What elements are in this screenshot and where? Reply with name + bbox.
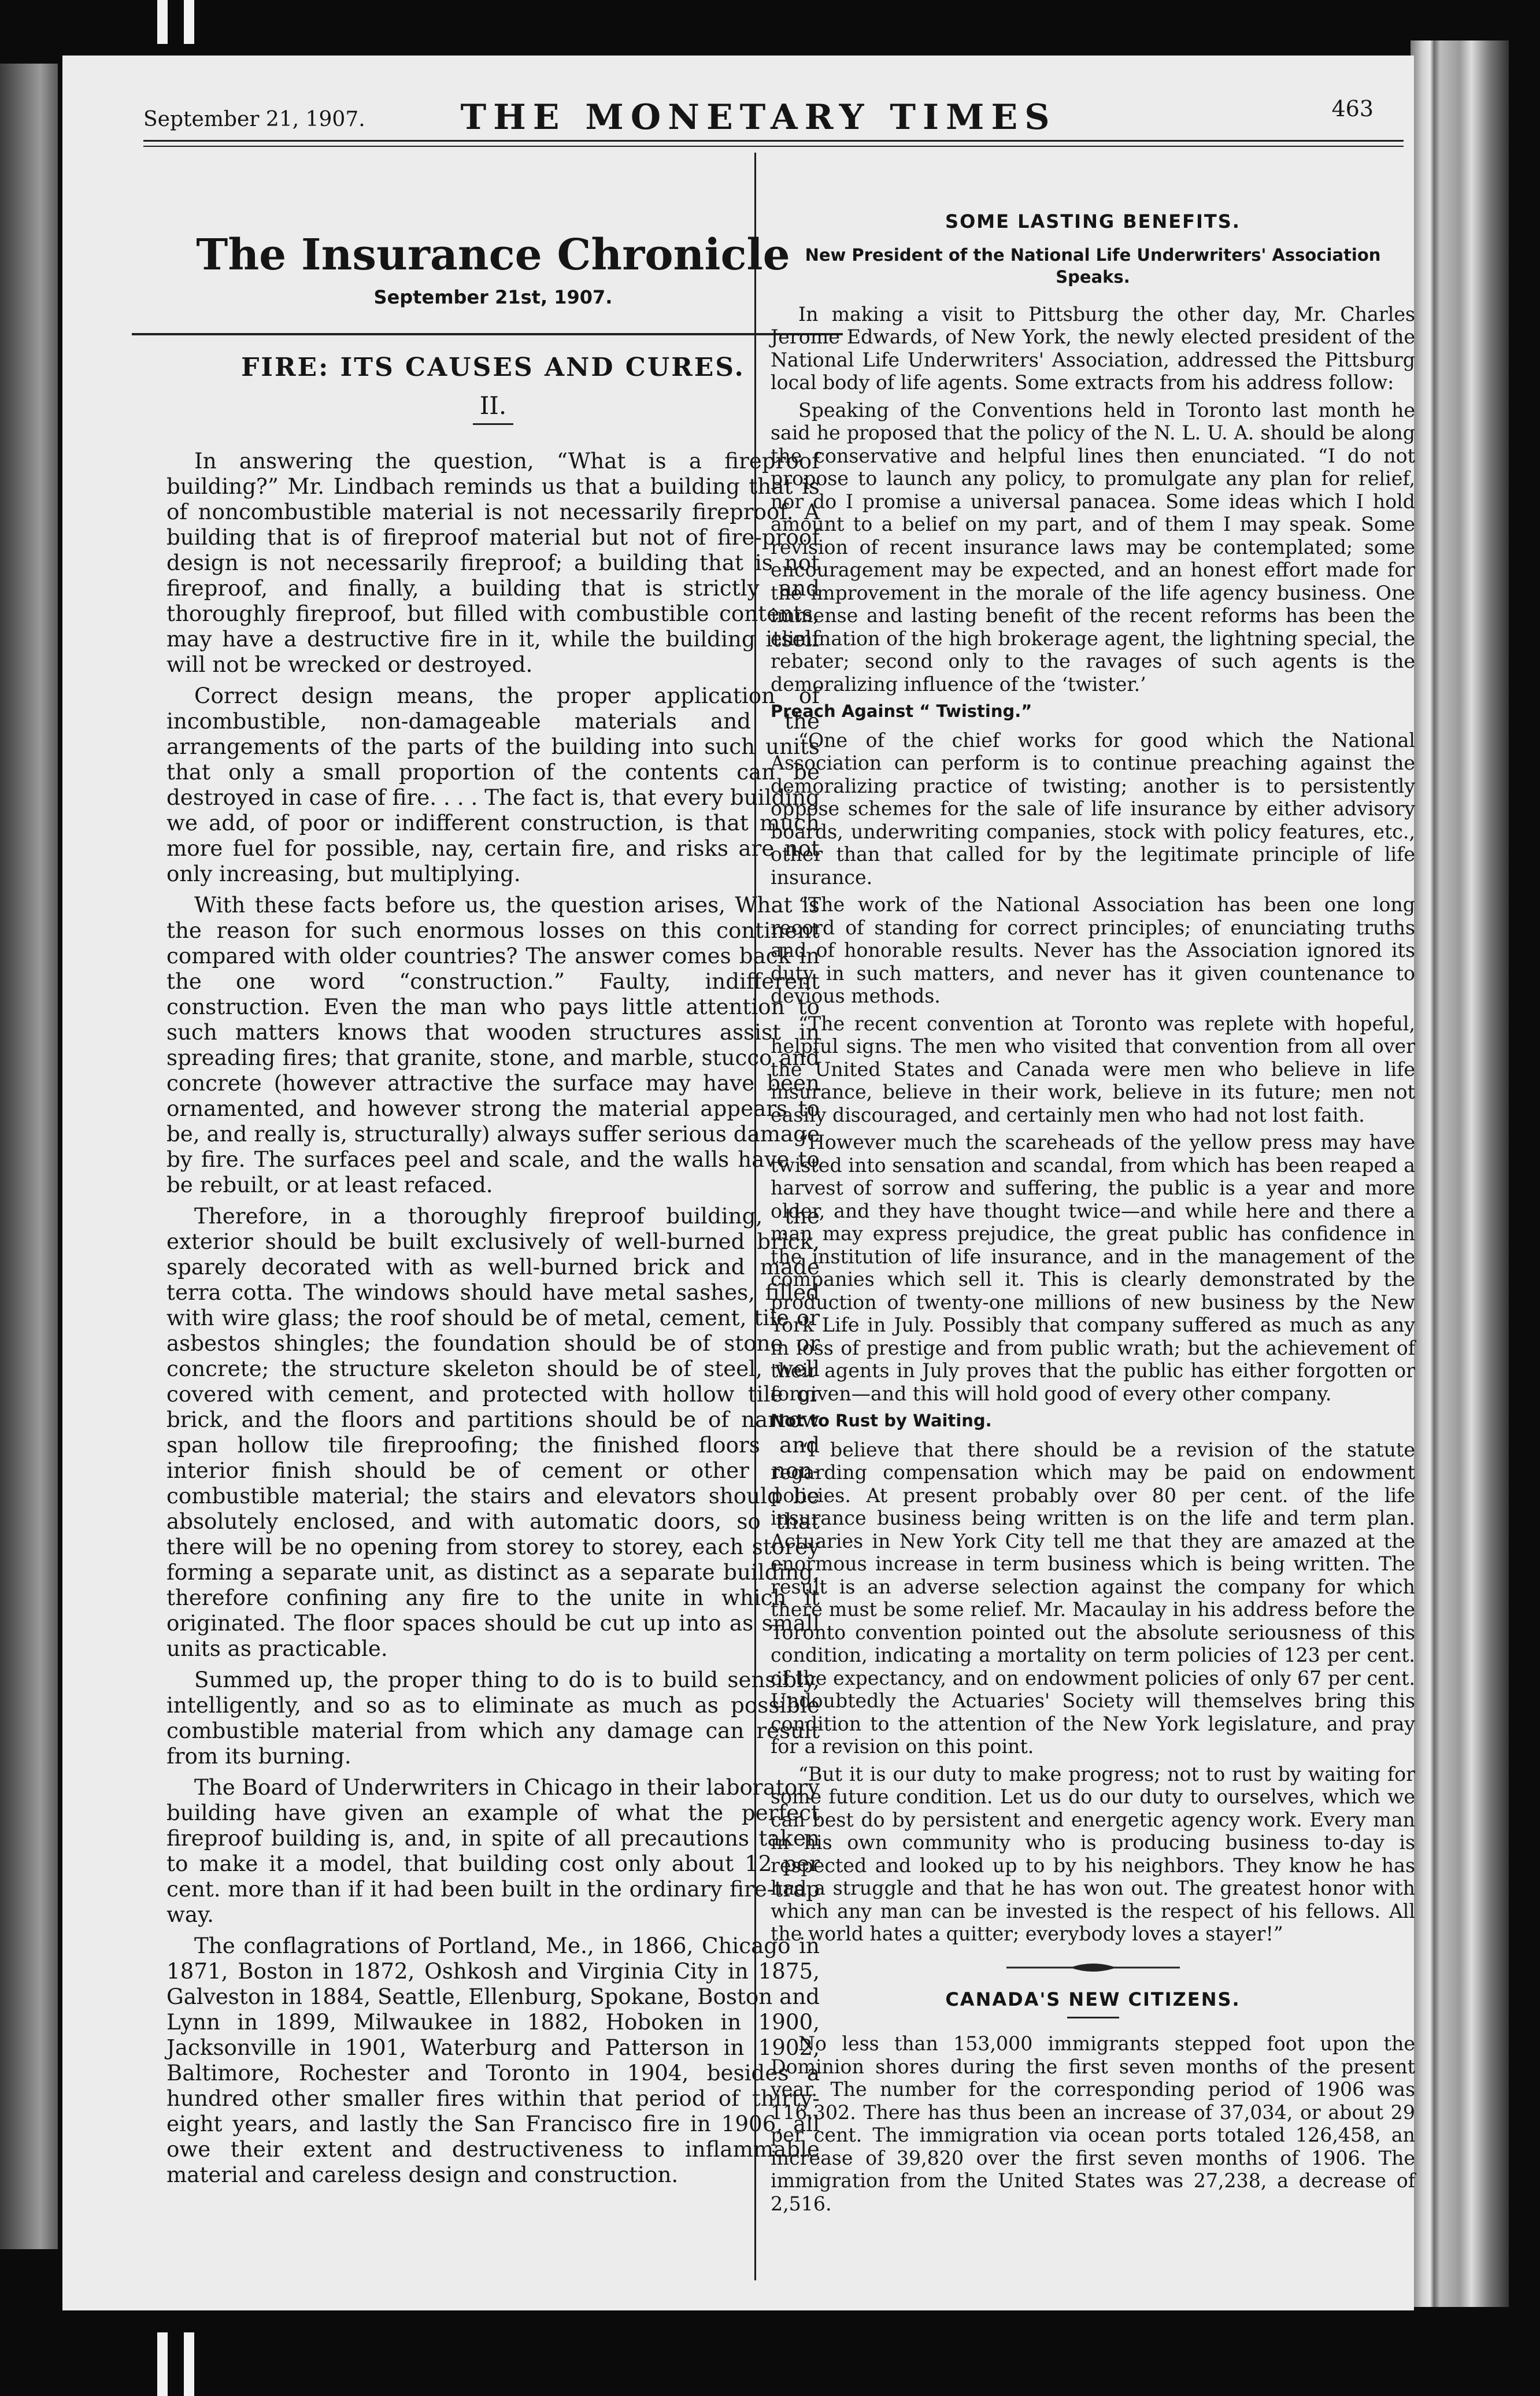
section-subhead: Not to Rust by Waiting. <box>771 1411 992 1430</box>
article-paragraph: Summed up, the proper thing to do is to build sensibly, intelligently, and so as to eliminate as much as possible combustible material from which any damage can result from its burning. <box>166 1667 820 1769</box>
page-number: 463 <box>1331 96 1374 121</box>
page-binding <box>1411 40 1509 2307</box>
film-mark <box>157 0 168 44</box>
heading-rule <box>1067 2017 1119 2018</box>
header-rule <box>143 140 1404 142</box>
article-paragraph: “The work of the National Association has been one long record of standing for correct principles; of enunciating truths and of honorable results. Never has the Association ignored its duty in such matters, and never has it given countenance to devious methods. <box>771 893 1415 1007</box>
previous-page-edge <box>0 64 58 2249</box>
section-rule <box>132 333 843 335</box>
film-mark <box>184 0 194 44</box>
article-paragraph: In answering the question, “What is a fireproof building?” Mr. Lindbach reminds us that a building that is of noncombustible material is not necessarily fireproof. A building that is of fireproof material but not of fire-proof design is not necessarily fireproof; a building that is not fireproof, and finally, a building that is strictly and thoroughly fireproof, but filled with combustible contents, may have a destructive fire in it, while the building itself will not be wrecked or destroyed. <box>166 448 820 677</box>
article-paragraph: “I believe that there should be a revision of the statute regarding compensation which may be paid on endowment policies. At present probably over 80 per cent. of the life insurance business being written is on the life and term plan. Actuaries in New York City tell me that they are amazed at the enormous increase in term business which is being written. The result is an adverse selection against the company for which there must be some relief. Mr. Macaulay in his address before the Toronto convention pointed out the absolute seriousness of this condition, indicating a mortality on term policies of 123 per cent. of the expectancy, and on endowment policies of only 67 per cent. Undoubtedly the Actuaries' Society will themselves bring this condition to the attention of the New York legislature, and pray for a revision on this point. <box>771 1438 1415 1758</box>
article-paragraph: Therefore, in a thoroughly fireproof building, the exterior should be built exclusively of well-burned brick, sparely decorated with as well-burned brick and made terra cotta. The windows should have metal sashes, filled with wire glass; the roof should be of metal, cement, tile or asbestos shingles; the foundation should be of stone or concrete; the structure skeleton should be of steel, well covered with cement, and protected with hollow tile or brick, and the floors and partitions should be of narrow span hollow tile fireproofing; the finished floors and interior finish should be of cement or other non-combustible material; the stairs and elevators should be absolutely enclosed, and with automatic doors, so that there will be no opening from storey to storey, each storey forming a separate unit, as distinct as a separate building, therefore confining any fire to the unite in which it originated. The floor spaces should be cut up into as small units as practicable. <box>166 1203 820 1661</box>
canada-heading: CANADA'S NEW CITIZENS. <box>945 1988 1241 2010</box>
article-paragraph: The conflagrations of Portland, Me., in 1866, Chicago in 1871, Boston in 1872, Oshkosh and Virginia City in 1875, Galveston in 1884, Seattle, Ellenburg, Spokane, Boston and Lynn in 1899, Milwaukee in 1882, Hoboken in 1900, Jacksonville in 1901, Waterburg and Patterson in 1902, Baltimore, Rochester and Toronto in 1904, besides a hundred other smaller fires within that period of thirty-eight years, and lastly the San Francisco fire in 1906, all owe their extent and destructiveness to inflammable material and careless design and construction. <box>166 1933 820 2187</box>
article-paragraph: “But it is our duty to make progress; not to rust by waiting for some future condition. Let us do our duty to ourselves, which we can best do by persistent and energetic agency work. Every man in his own community who is producing business to-day is respected and looked up to by his neighbors. They know he has had a struggle and that he has won out. The greatest honor with which any man can be invested is the respect of his fellows. All the world hates a quitter; everybody loves a stayer!” <box>771 1762 1415 1945</box>
article-paragraph: “However much the scareheads of the yellow press may have twisted into sensation and scandal, from which has been reaped a harvest of sorrow and suffering, the public is a year and more older, and they have thought twice—and while here and there a man may express prejudice, the great public has confidence in the institution of life insurance, and in the management of the companies which sell it. This is clearly demonstrated by the production of twenty-one millions of new business by the New York Life in July. Possibly that company suffered as much as any in loss of prestige and from public wrath; but the achievement of their agents in July proves that the public has either forgotten or forgiven—and this will hold good of every other company. <box>771 1131 1415 1405</box>
article-part: II. <box>479 391 507 420</box>
chronicle-date: September 21st, 1907. <box>373 286 613 308</box>
film-mark <box>157 2332 168 2396</box>
ornament-icon <box>1006 1961 1180 1975</box>
issue-date: September 21, 1907. <box>143 108 365 131</box>
section-subhead: Preach Against “ Twisting.” <box>771 701 1032 721</box>
ornamental-divider <box>771 1961 1415 1975</box>
article-title: FIRE: ITS CAUSES AND CURES. <box>241 353 745 382</box>
chronicle-title: The Insurance Chronicle <box>196 230 790 280</box>
right-column <box>771 210 1415 2220</box>
part-rule <box>473 423 513 425</box>
running-header <box>143 90 1374 142</box>
masthead-title: THE MONETARY TIMES <box>460 97 1057 138</box>
header-rule <box>143 146 1404 147</box>
lasting-benefits-heading: SOME LASTING BENEFITS. <box>945 210 1241 232</box>
article-paragraph: In making a visit to Pittsburg the other day, Mr. Charles Jerome Edwards, of New York, the newly elected president of the National Life Underwriters' Association, addressed the Pittsburg local body of life agents. Some extracts from his address follow: <box>771 302 1415 394</box>
article-paragraph: No less than 153,000 immigrants stepped foot upon the Dominion shores during the first seven months of the present year. The number for the corresponding period of 1906 was 116,302. There has thus been an increase of 37,034, or about 29 per cent. The immigration via ocean ports totaled 126,458, an increase of 39,820 over the first seven months of 1906. The immigration from the United States was 27,238, a decrease of 2,516. <box>771 2032 1415 2215</box>
article-paragraph: Speaking of the Conventions held in Toronto last month he said he proposed that the policy of the N. L. U. A. should be along the conservative and helpful lines then enunciated. “I do not propose to launch any policy, to promulgate any plan for relief, nor do I promise a universal panacea. Some ideas which I hold amount to a belief on my part, and of them I may speak. Some revision of recent insurance laws may be contemplated; some encouragement may be expected, and an honest effort made for the improvement in the morale of the life agency business. One immense and lasting benefit of the recent reforms has been the elimination of the high brokerage agent, the lightning special, the rebater; second only to the ravages of such agents is the demoralizing influence of the ‘twister.’ <box>771 398 1415 696</box>
article-paragraph: “One of the chief works for good which the National Association can perform is to continue preaching against the demoralizing practice of twisting; another is to persistently oppose schemes for the sale of life insurance by either advisory boards, underwriting companies, stock with policy features, etc., other than that called for by the legitimate principle of life insurance. <box>771 729 1415 889</box>
film-mark <box>184 2332 194 2396</box>
article-paragraph: Correct design means, the proper application of incombustible, non-damageable materials and the arrangements of the parts of the building into such units that only a small proportion of the contents can be destroyed in case of fire. . . . The fact is, that every building we add, of poor or indifferent construction, is that much more fuel for possible, nay, certain fire, and risks are not only increasing, but multiplying. <box>166 683 820 886</box>
article-paragraph: “The recent convention at Toronto was replete with hopeful, helpful signs. The men who visited that convention from all over the United States and Canada were men who believe in life insurance, believe in their work, believe in its future; men not easily discouraged, and certainly men who had not lost faith. <box>771 1012 1415 1126</box>
article-paragraph: With these facts before us, the question arises, What is the reason for such enormous losses on this continent compared with older countries? The answer comes back in the one word “construction.” Faulty, indifferent construction. Even the man who pays little attention to such matters knows that wooden structures assist in spreading fires; that granite, stone, and marble, stucco and concrete (however attractive the surface may have been ornamented, and however strong the material appears to be, and really is, structurally) always suffer serious damage by fire. The surfaces peel and scale, and the walls have to be rebuilt, or at least refaced. <box>166 892 820 1197</box>
left-column <box>166 229 820 2193</box>
lasting-benefits-subheading: New President of the National Life Underwriters' Association Speaks. <box>805 245 1381 287</box>
newspaper-page <box>62 56 1414 2310</box>
article-paragraph: The Board of Underwriters in Chicago in their laboratory building have given an example of what the perfect fireproof building is, and, in spite of all precautions taken to make it a model, that building cost only about 12 per cent. more than if it had been built in the ordinary fire-trap way. <box>166 1774 820 1927</box>
